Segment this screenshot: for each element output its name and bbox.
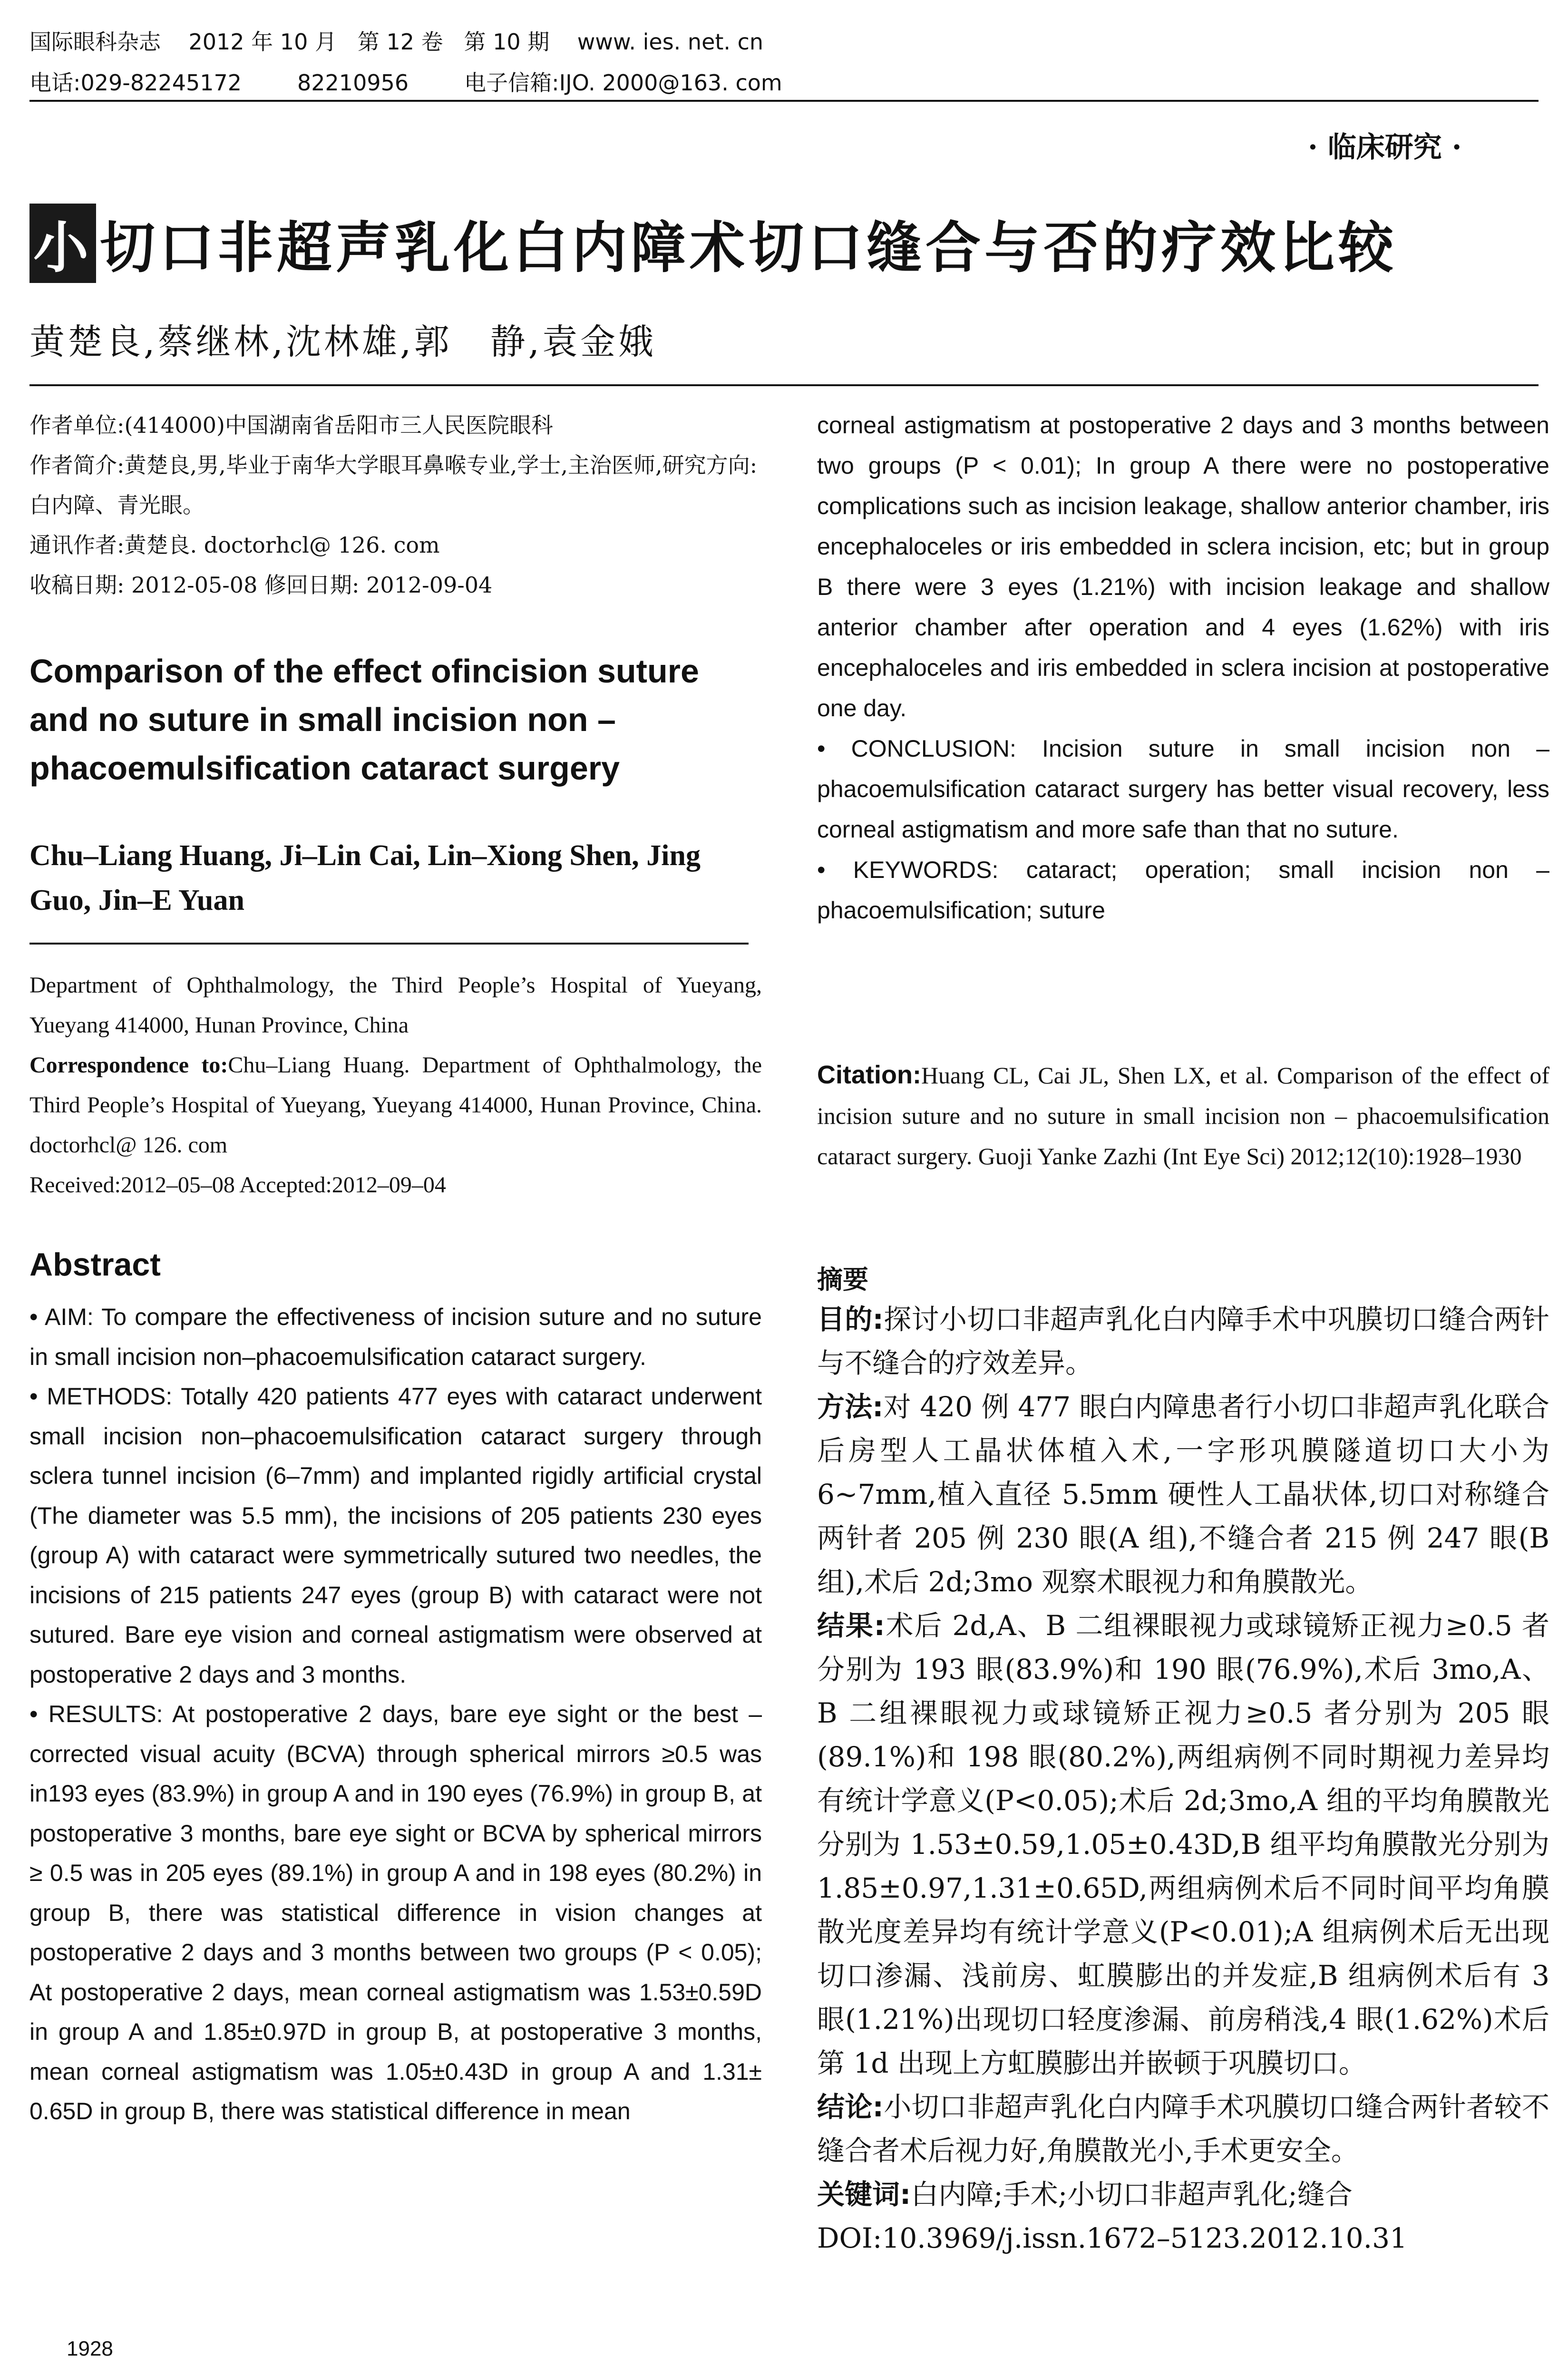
cn-conclusion-text: 小切口非超声乳化白内障手术巩膜切口缝合两针者较不缝合者术后视力好,角膜散光小,手术更安全。 — [817, 2091, 1549, 2167]
chinese-title — [29, 204, 1397, 283]
affiliation: 作者单位:(414000)中国湖南省岳阳市三人民医院眼科 — [29, 412, 553, 438]
cn-results-text: 术后 2d,A、B 二组裸眼视力或球镜矫正视力≥0.5 者分别为 193 眼(83.9%)和 190 眼(76.9%),术后 3mo,A、B 二组裸眼视力或球镜矫正视力≥0.5 者分别为 205 眼(89.1%)和 198 眼(80.2%),两组病例不同时期视力差异均有统计学意义(P<0.05);术后 2d;3mo,A 组的平均角膜散光分别为 1.53±0.59,1.05±0.43D,B 组平均角膜散光分别为 1.85±0.97,1.31±0.65D,两组病例术后不同时间平均角膜散光度差异均有统计学意义(P<0.01);A 组病例术后无出现切口渗漏、浅前房、虹膜膨出的并发症,B 组病例术后有 3 眼(1.21%)出现切口轻度渗漏、前房稍浅,4 眼(1.62%)术后第 1d 出现上方虹膜膨出并嵌顿于巩膜切口。 — [817, 1609, 1549, 2079]
correspondence-label: Correspondence to: — [29, 1052, 228, 1078]
english-authors: Chu–Liang Huang, Ji–Lin Cai, Lin–Xiong Shen, Jing Guo, Jin–E Yuan — [29, 839, 701, 916]
cn-aim-text: 探讨小切口非超声乳化白内障手术中巩膜切口缝合两针与不缝合的疗效差异。 — [817, 1303, 1549, 1379]
correspondence-text: Chu–Liang Huang. Department of Ophthalmology, the Third People’s Hospital of Yueyang, Yueyang 414000, Hunan Province, China. doctorhcl@ 126. com — [29, 1052, 762, 1158]
cn-methods-text: 对 420 例 477 眼白内障患者行小切口非超声乳化联合后房型人工晶状体植入术,一字形巩膜隧道切口大小为 6~7mm,植入直径 5.5mm 硬性人工晶状体,切口对称缝合两针者 205 例 230 眼(A 组),不缝合者 215 例 247 眼(B 组),术后 2d;3mo 观察术眼视力和角膜散光。 — [817, 1391, 1550, 1598]
abstract-methods: • METHODS: Totally 420 patients 477 eyes with cataract underwent small incision non–phacoemulsification cataract surgery through sclera tunnel incision (6–7mm) and implanted rigidly artificial crystal (The diameter was 5.5 mm), the incisions of 205 patients 230 eyes (group A) with cataract were symmetrically sutured two needles, the incisions of 215 patients 247 eyes (group B) with cataract were not sutured. Bare eye vision and corneal astigmatism were observed at postoperative 2 days and 3 months. — [29, 1383, 762, 1688]
abstract-results: • RESULTS: At postoperative 2 days, bare eye sight or the best – corrected visual acuity (BCVA) through spherical mirrors ≥0.5 was in193 eyes (83.9%) in group A and in 190 eyes (76.9%) in group B, at postoperative 3 months, bare eye sight or BCVA by spherical mirrors ≥ 0.5 was in 205 eyes (89.1%) in group A and in 198 eyes (80.2%) in group B, there was statistical difference in vision changes at postoperative 2 days and 3 months between two groups (P < 0.05); At postoperative 2 days, mean corneal astigmatism was 1.53±0.59D in group A and 1.85±0.97D in group B, at postoperative 3 months, mean corneal astigmatism was 1.05±0.43D in group A and 1.31± 0.65D in group B, there was statistical difference in mean — [29, 1701, 762, 2124]
cn-keywords-text: 白内障;手术;小切口非超声乳化;缝合 — [911, 2178, 1353, 2211]
abstract-keywords: • KEYWORDS: cataract; operation; small incision non – phacoemulsification; suture — [817, 857, 1549, 924]
abstract-aim: • AIM: To compare the effectiveness of incision suture and no suture in small incision non–phacoemulsification cataract surgery. — [29, 1304, 762, 1370]
english-title: Comparison of the effect ofincision suture and no suture in small incision non – phacoemulsification cataract surgery — [29, 653, 699, 787]
cn-keywords-label: 关键词: — [817, 2178, 911, 2211]
cn-conclusion — [817, 2085, 1549, 2172]
chinese-abstract-heading: 摘要 — [817, 1265, 868, 1295]
citation-text: Huang CL, Cai JL, Shen LX, et al. Comparison of the effect of incision suture and no suture in small incision non – phacoemulsification cataract surgery. Guoji Yanke Zazhi (Int Eye Sci) 2012;12(10):1928–1930 — [817, 1062, 1549, 1169]
abstract-left — [29, 1297, 762, 2132]
received-dates: 收稿日期: 2012-05-08 修回日期: 2012-09-04 — [29, 572, 493, 598]
correspondence — [29, 1045, 762, 1165]
cn-results-label: 结果: — [817, 1609, 885, 1642]
authors-rule — [29, 943, 749, 945]
chinese-abstract — [817, 1297, 1549, 2260]
corresponding-author: 通讯作者:黄楚良. doctorhcl@ 126. com — [29, 532, 440, 558]
citation — [817, 1055, 1549, 1177]
cn-aim-label: 目的: — [817, 1303, 884, 1335]
cn-conclusion-label: 结论: — [817, 2091, 884, 2123]
title-first-char: 小 — [29, 204, 96, 283]
abstract-right — [817, 405, 1549, 931]
journal-header-line1: 国际眼科杂志 2012 年 10 月 第 12 卷 第 10 期 www. ies. net. cn — [29, 29, 764, 55]
citation-label: Citation: — [817, 1061, 921, 1089]
department-block — [29, 965, 762, 1205]
author-bio: 作者简介:黄楚良,男,毕业于南华大学眼耳鼻喉专业,学士,主治医师,研究方向:白内障、青光眼。 — [29, 452, 758, 518]
page-number: 1928 — [67, 2337, 113, 2360]
title-rest: 切口非超声乳化白内障术切口缝合与否的疗效比较 — [100, 216, 1397, 280]
department: Department of Ophthalmology, the Third People’s Hospital of Yueyang, Yueyang 414000, Hunan Province, China — [29, 973, 762, 1038]
cn-methods-label: 方法: — [817, 1391, 884, 1423]
section-tag: · 临床研究 · — [1308, 131, 1462, 164]
author-info — [29, 405, 762, 605]
cn-results — [817, 1604, 1549, 2085]
cn-methods — [817, 1385, 1549, 1604]
chinese-authors: 黄楚良,蔡继林,沈林雄,郭 静,袁金娥 — [29, 321, 657, 362]
cn-aim — [817, 1297, 1549, 1385]
abstract-conclusion: • CONCLUSION: Incision suture in small incision non – phacoemulsification cataract surgery has better visual recovery, less corneal astigmatism and more safe than that no suture. — [817, 735, 1549, 843]
journal-header-line2: 电话:029-82245172 82210956 电子信箱:IJO. 2000@163. com — [29, 70, 782, 96]
title-rule — [29, 384, 1539, 386]
received-accepted: Received:2012–05–08 Accepted:2012–09–04 — [29, 1172, 446, 1198]
abstract-results-continued: corneal astigmatism at postoperative 2 days and 3 months between two groups (P < 0.01); In group A there were no postoperative complications such as incision leakage, shallow anterior chamber, iris encephaloceles or iris embedded in sclera incision, etc; but in group B there were 3 eyes (1.21%) with incision leakage and shallow anterior chamber after operation and 4 eyes (1.62%) with iris encephaloceles and iris embedded in sclera incision at postoperative one day. — [817, 412, 1549, 721]
cn-keywords — [817, 2172, 1549, 2216]
header-rule — [29, 100, 1539, 102]
abstract-heading: Abstract — [29, 1247, 161, 1283]
doi: DOI:10.3969/j.issn.1672–5123.2012.10.31 — [817, 2222, 1407, 2254]
